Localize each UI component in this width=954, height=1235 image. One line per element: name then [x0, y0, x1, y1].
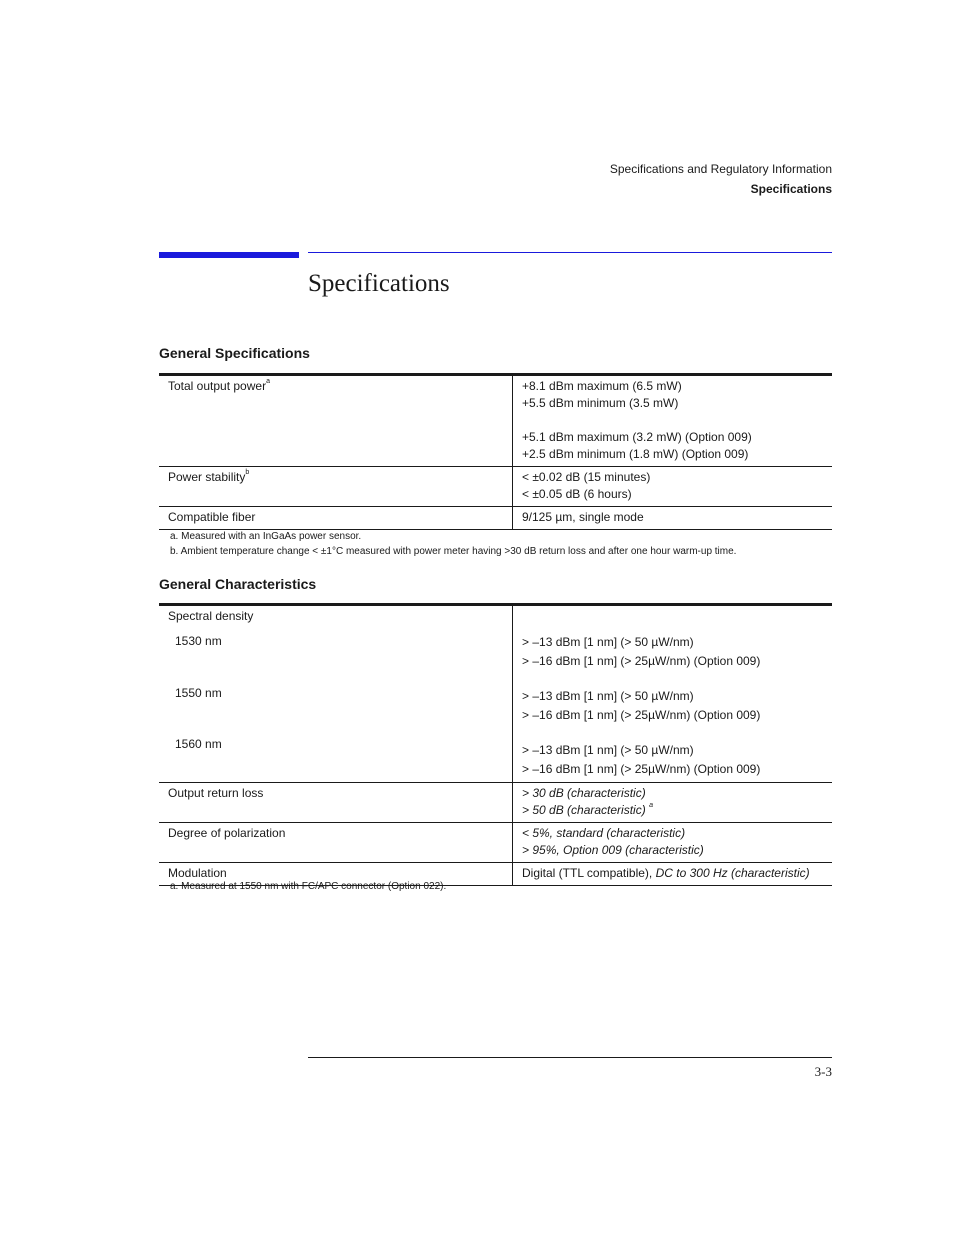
- spec-value-italic: DC to 300 Hz (characteristic): [655, 866, 810, 880]
- spec-value-cell: [513, 605, 833, 783]
- table-row: [159, 783, 832, 823]
- spec-value-cell: [513, 375, 833, 467]
- spec-value-cell: [513, 467, 833, 507]
- spec-label-cell: [159, 783, 513, 823]
- table-row: [159, 375, 832, 467]
- wavelength-label: 1530 nm: [175, 634, 222, 648]
- spec-label-cell: [159, 467, 513, 507]
- spec-value: > –13 dBm [1 nm] (> 50 µW/nm): [522, 689, 694, 703]
- spec-value: < ±0.02 dB (15 minutes): [522, 470, 651, 484]
- spec-value-cell: [513, 783, 833, 823]
- page-title: Specifications: [308, 270, 450, 297]
- table-row: [159, 467, 832, 507]
- spec-label: Total output power: [168, 379, 267, 393]
- spec-value: > –16 dBm [1 nm] (> 25µW/nm) (Option 009): [522, 708, 761, 722]
- spec-spacer: [522, 412, 824, 429]
- spec-value: 9/125 µm, single mode: [522, 510, 644, 524]
- table-row: [159, 823, 832, 863]
- spec-value: +5.5 dBm minimum (3.5 mW): [522, 396, 679, 410]
- spec-value: +5.1 dBm maximum (3.2 mW) (Option 009): [522, 430, 752, 444]
- spec-value: > 30 dB (characteristic): [522, 786, 646, 800]
- spec-label: Modulation: [168, 866, 227, 880]
- spec-label: Compatible fiber: [168, 510, 256, 524]
- spec-value: > –16 dBm [1 nm] (> 25µW/nm) (Option 009): [522, 654, 761, 668]
- wavelength-label: 1550 nm: [175, 686, 222, 700]
- table-row: [159, 605, 832, 783]
- spec-label: Degree of polarization: [168, 826, 286, 840]
- wavelength-label: 1560 nm: [175, 737, 222, 751]
- footnote-marker: a: [266, 378, 270, 385]
- footnote-marker: a: [649, 802, 653, 809]
- spec-label-cell: [159, 507, 513, 530]
- footnote: a. Measured with an InGaAs power sensor.: [170, 531, 362, 542]
- footer-rule: [308, 1057, 832, 1058]
- general-specifications-heading: General Specifications: [159, 345, 310, 361]
- running-header-section: Specifications: [750, 182, 832, 196]
- spec-value: > –16 dBm [1 nm] (> 25µW/nm) (Option 009): [522, 762, 761, 776]
- spec-label: Spectral density: [168, 609, 254, 623]
- footnote: a. Measured at 1550 nm with FC/APC connector (Option 022).: [170, 881, 447, 892]
- general-specifications-table: [159, 373, 832, 530]
- spec-value: > –13 dBm [1 nm] (> 50 µW/nm): [522, 743, 694, 757]
- spec-value: < ±0.05 dB (6 hours): [522, 487, 632, 501]
- page-number: 3-3: [814, 1064, 832, 1079]
- spec-label: Power stability: [168, 470, 246, 484]
- spec-value: +2.5 dBm minimum (1.8 mW) (Option 009): [522, 447, 749, 461]
- spec-value: Digital (TTL compatible),: [522, 866, 656, 880]
- footnote-marker: b: [245, 469, 250, 476]
- spec-label-cell: [159, 605, 513, 783]
- spec-value: < 5%, standard (characteristic): [522, 826, 686, 840]
- spec-label: Output return loss: [168, 786, 264, 800]
- spec-value: > 95%, Option 009 (characteristic): [522, 843, 704, 857]
- spec-label-cell: [159, 375, 513, 467]
- spec-value-cell: [513, 823, 833, 863]
- spec-value-cell: [513, 863, 833, 886]
- running-header-chapter: Specifications and Regulatory Information: [609, 162, 832, 176]
- spec-value: > –13 dBm [1 nm] (> 50 µW/nm): [522, 635, 694, 649]
- general-characteristics-table: [159, 603, 832, 886]
- section-accent-bar: [159, 252, 299, 258]
- spec-value-cell: [513, 507, 833, 530]
- general-characteristics-heading: General Characteristics: [159, 576, 317, 592]
- section-rule: [308, 252, 832, 253]
- spec-value: +8.1 dBm maximum (6.5 mW): [522, 379, 682, 393]
- spec-value: > 50 dB (characteristic): [522, 803, 646, 817]
- table-row: [159, 507, 832, 530]
- spec-label-cell: [159, 823, 513, 863]
- footnote: b. Ambient temperature change < ±1°C measured with power meter having >30 dB return loss and after one hour warm-up time.: [170, 546, 737, 557]
